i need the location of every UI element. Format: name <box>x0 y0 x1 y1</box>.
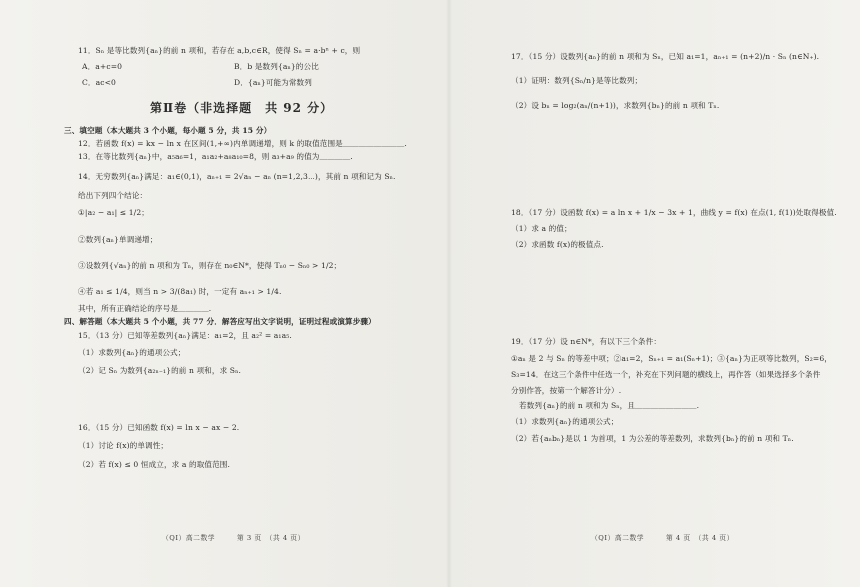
q14-given: 给出下列四个结论： <box>78 191 148 200</box>
part4-heading: 四、解答题（本大题共 5 个小题，共 77 分．解答应写出文字说明，证明过程或演算步骤） <box>64 317 376 326</box>
q19-conditions-line-3: 分别作答，按第一个解答计分）. <box>511 386 622 395</box>
q14-conclusion-4: ④若 a₁ ≤ 1/4，则当 n > 3/(8a₁) 时，一定有 aₙ₊₁ > 1/4. <box>78 287 282 296</box>
q19-stem: 19．（17 分）设 n∈N*，有以下三个条件： <box>511 337 662 346</box>
q17-part-2: （2）设 bₙ = log₂(aₙ/(n+1))，求数列{bₙ}的前 n 项和 Tₙ. <box>511 101 720 110</box>
section-ii-title: 第Ⅱ卷（非选择题 共 92 分） <box>150 101 334 115</box>
q11-option-d: D．{aₙ}可能为常数列 <box>234 78 312 87</box>
part3-heading: 三、填空题（本大题共 3 个小题，每小题 5 分，共 15 分） <box>64 126 272 135</box>
q14-conclusion-2: ②数列{aₙ}单调递增； <box>78 235 158 244</box>
q19-fill-blank: 若数列{aₙ}的前 n 项和为 Sₙ，且＿＿＿＿＿＿＿＿. <box>519 401 700 410</box>
q11-option-c: C．ac<0 <box>82 78 116 87</box>
q11-option-a: A．a+c=0 <box>82 62 123 71</box>
left-page-footer: （QI）高二数学 第 3 页 （共 4 页） <box>162 534 305 542</box>
q11-stem: 11．Sₙ 是等比数列{aₙ}的前 n 项和，若存在 a,b,c∈R，使得 Sₙ = a·bⁿ + c，则 <box>78 46 361 55</box>
q19-conditions-line-1: ①aₙ 是 2 与 Sₙ 的等差中项；②a₁=2，Sₙ₊₁ = a₁(Sₙ+1)；③{aₙ}为正项等比数列，S₂=6， <box>511 354 832 363</box>
q19-part-1: （1）求数列{aₙ}的通项公式； <box>511 417 619 426</box>
q18-part-2: （2）求函数 f(x)的极值点. <box>511 240 604 249</box>
page-fold <box>446 0 452 587</box>
q15-part-2: （2）记 Sₙ 为数列{a₂ₙ₋₁}的前 n 项和，求 Sₙ. <box>78 366 241 375</box>
q14-stem: 14．无穷数列{aₙ}满足：a₁∈(0,1)，aₙ₊₁ = 2√aₙ − aₙ (n=1,2,3⋯)，其前 n 项和记为 Sₙ. <box>78 172 396 181</box>
q19-part-2: （2）若{aₙbₙ}是以 1 为首项，1 为公差的等差数列，求数列{bₙ}的前 n 项和 Tₙ. <box>511 434 794 443</box>
q16-part-1: （1）讨论 f(x)的单调性； <box>78 441 169 450</box>
q14-conclusion-1: ①|a₂ − a₁| ≤ 1/2； <box>78 208 149 217</box>
q14-ask: 其中，所有正确结论的序号是＿＿＿＿. <box>78 304 212 313</box>
q13: 13．在等比数列{aₙ}中，a₅a₆=1，a₁a₂+a₈a₁₀=8，则 a₃+a₉ 的值为＿＿＿＿. <box>78 152 353 161</box>
q15-stem: 15．（13 分）已知等差数列{aₙ}满足：a₁=2，且 a₂² = a₁a₅. <box>78 331 292 340</box>
q19-conditions-line-2: S₃=14．在这三个条件中任选一个，补充在下列问题的横线上，再作答（如果选择多个条件 <box>511 370 821 379</box>
right-page-footer: （QI）高二数学 第 4 页 （共 4 页） <box>591 534 734 542</box>
q16-stem: 16．（15 分）已知函数 f(x) = ln x − ax − 2. <box>78 423 240 432</box>
q17-stem: 17．（15 分）设数列{aₙ}的前 n 项和为 Sₙ，已知 a₁=1，aₙ₊₁ = (n+2)/n · Sₙ (n∈N₊). <box>511 52 820 61</box>
q15-part-1: （1）求数列{aₙ}的通项公式； <box>78 348 186 357</box>
q18-part-1: （1）求 a 的值； <box>511 224 572 233</box>
q11-option-b: B．b 是数列{aₙ}的公比 <box>234 62 319 71</box>
q16-part-2: （2）若 f(x) ≤ 0 恒成立，求 a 的取值范围. <box>78 460 230 469</box>
q17-part-1: （1）证明：数列{Sₙ/n}是等比数列； <box>511 76 643 85</box>
q12: 12．若函数 f(x) = kx − ln x 在区间(1,+∞)内单调递增，则 k 的取值范围是＿＿＿＿＿＿＿＿. <box>78 139 407 148</box>
q18-stem: 18．（17 分）设函数 f(x) = a ln x + 1/x − 3x + 1，曲线 y = f(x) 在点(1, f(1))处取得极值. <box>511 208 837 217</box>
q14-conclusion-3: ③设数列{√aₙ}的前 n 项和为 Tₙ，则存在 n₀∈N*，使得 Tₙ₀ − Sₙ₀ > 1/2； <box>78 261 342 270</box>
